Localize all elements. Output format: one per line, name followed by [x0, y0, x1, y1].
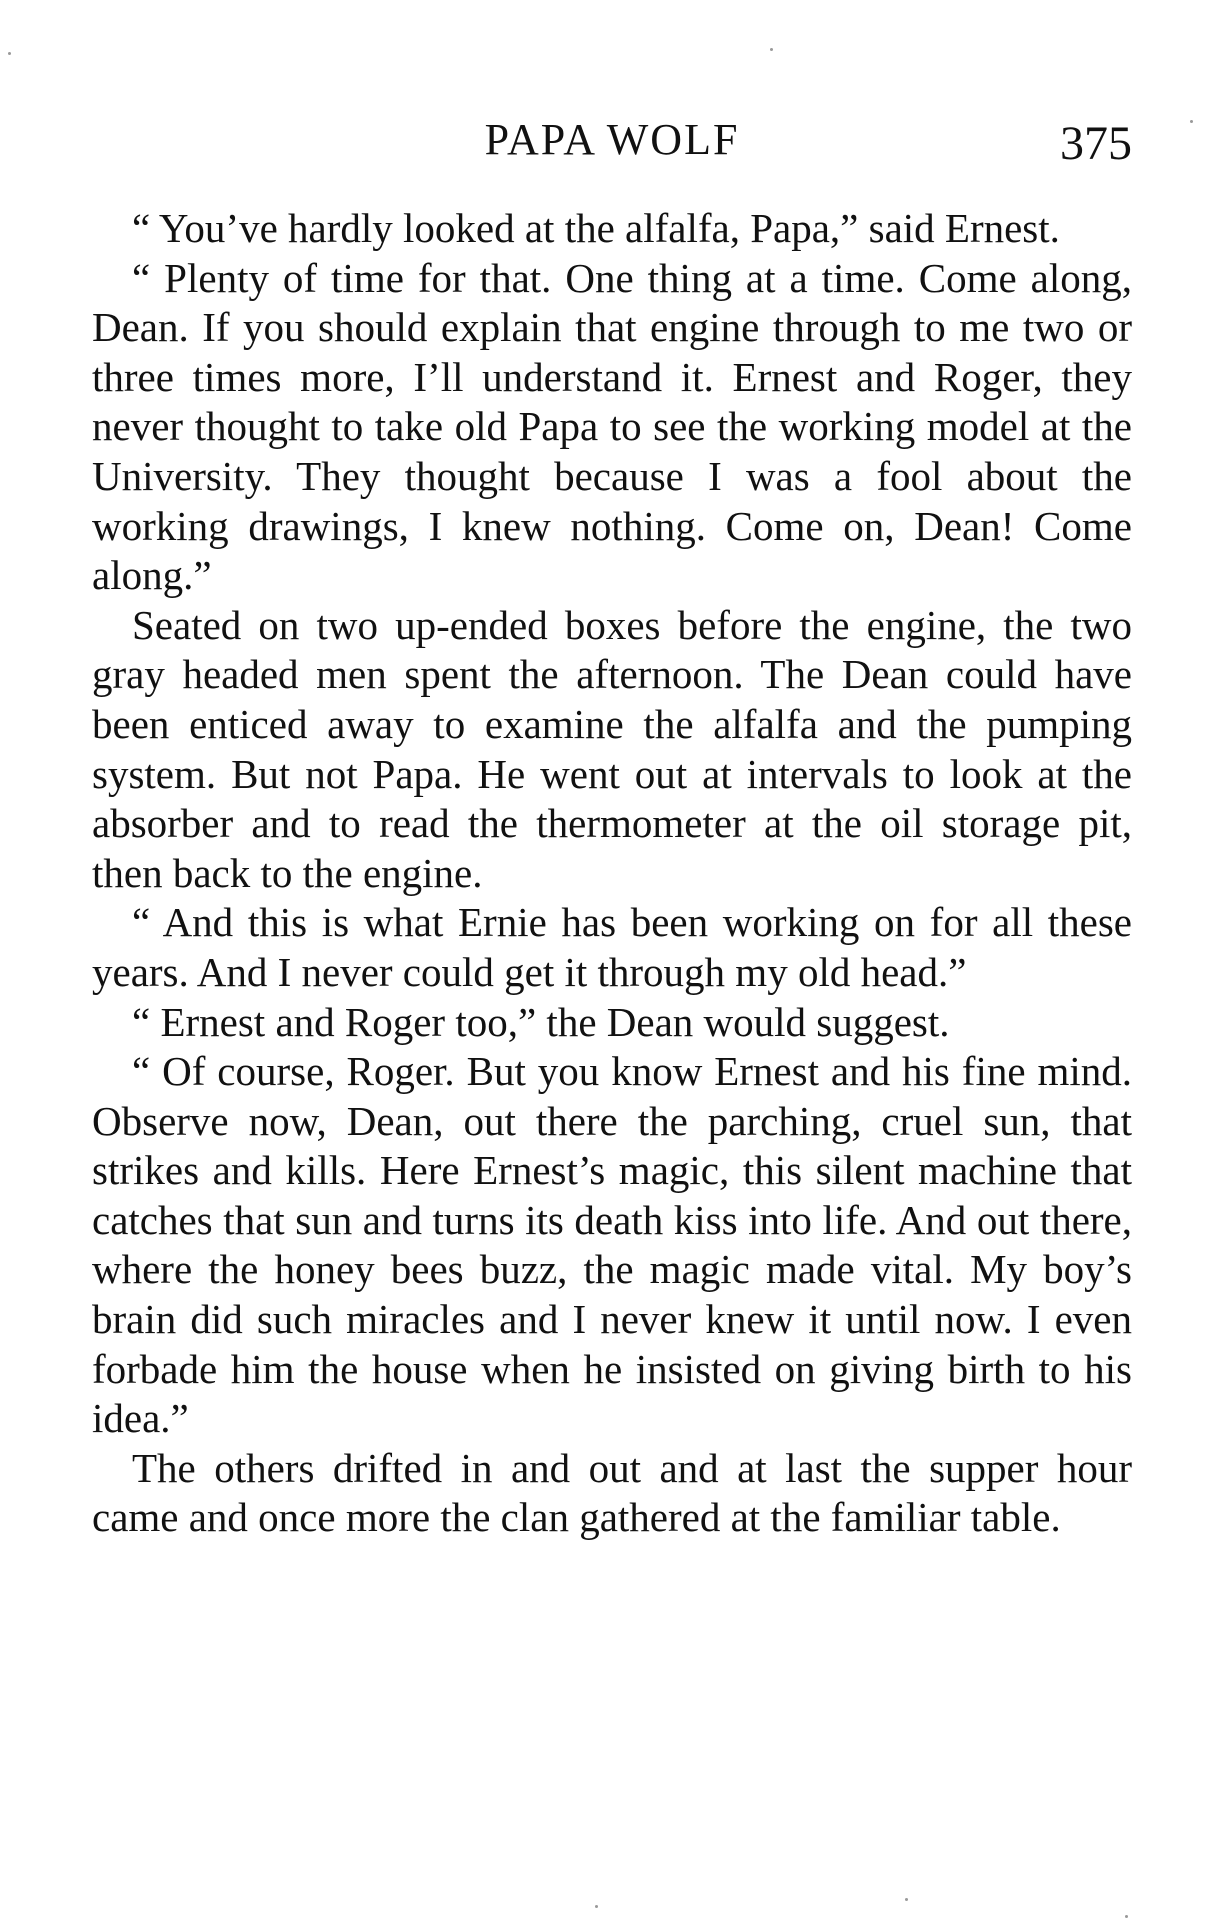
paragraph-7: The others drifted in and out and at last the supper hour came and once more the clan gathered at the familiar table.	[92, 1444, 1132, 1541]
running-head	[92, 112, 1132, 168]
paragraph-6: “ Of course, Roger. But you know Ernest and his fine mind. Observe now, Dean, out there the parching, cruel sun, that strikes and kills. Here Ernest’s magic, this silent machine that catches that sun and turns its death kiss into life. And out there, where the honey bees buzz, the magic made vital. My boy’s brain did such miracles and I never knew it until now. I even forbade him the house when he insisted on giving birth to his idea.”	[92, 1048, 1132, 1442]
paragraph-4: “ And this is what Ernie has been working on for all these years. And I never could get it through my old head.”	[92, 899, 1132, 995]
page-number: 375	[1060, 117, 1132, 170]
paragraph-1: “ You’ve hardly looked at the alfalfa, Papa,” said Ernest.	[132, 205, 1060, 251]
paper-speck	[1190, 120, 1193, 123]
paragraph-2: “ Plenty of time for that. One thing at a time. Come along, Dean. If you should explain that engine through to me two or three times more, I’ll understand it. Ernest and Roger, they never thought to take old Papa to see the working model at the University. They thought because I was a fool about the working drawings, I knew nothing. Come on, Dean! Come along.”	[92, 254, 1132, 599]
paper-speck	[8, 52, 11, 55]
paragraph-5: “ Ernest and Roger too,” the Dean would suggest.	[132, 998, 950, 1045]
running-title: PAPA WOLF	[484, 115, 740, 164]
body-text	[92, 204, 1132, 1543]
paper-speck	[905, 1898, 908, 1901]
paper-speck	[770, 48, 773, 51]
paper-speck	[595, 1905, 598, 1908]
paragraph-3: Seated on two up-ended boxes before the engine, the two gray headed men spent the afternoon. The Dean could have been enticed away to examine the alfalfa and the pumping system. But not Papa. He went out at intervals to look at the absorber and to read the thermometer at the oil storage pit, then back to the engine.	[92, 601, 1132, 896]
paper-speck	[1125, 1915, 1128, 1918]
